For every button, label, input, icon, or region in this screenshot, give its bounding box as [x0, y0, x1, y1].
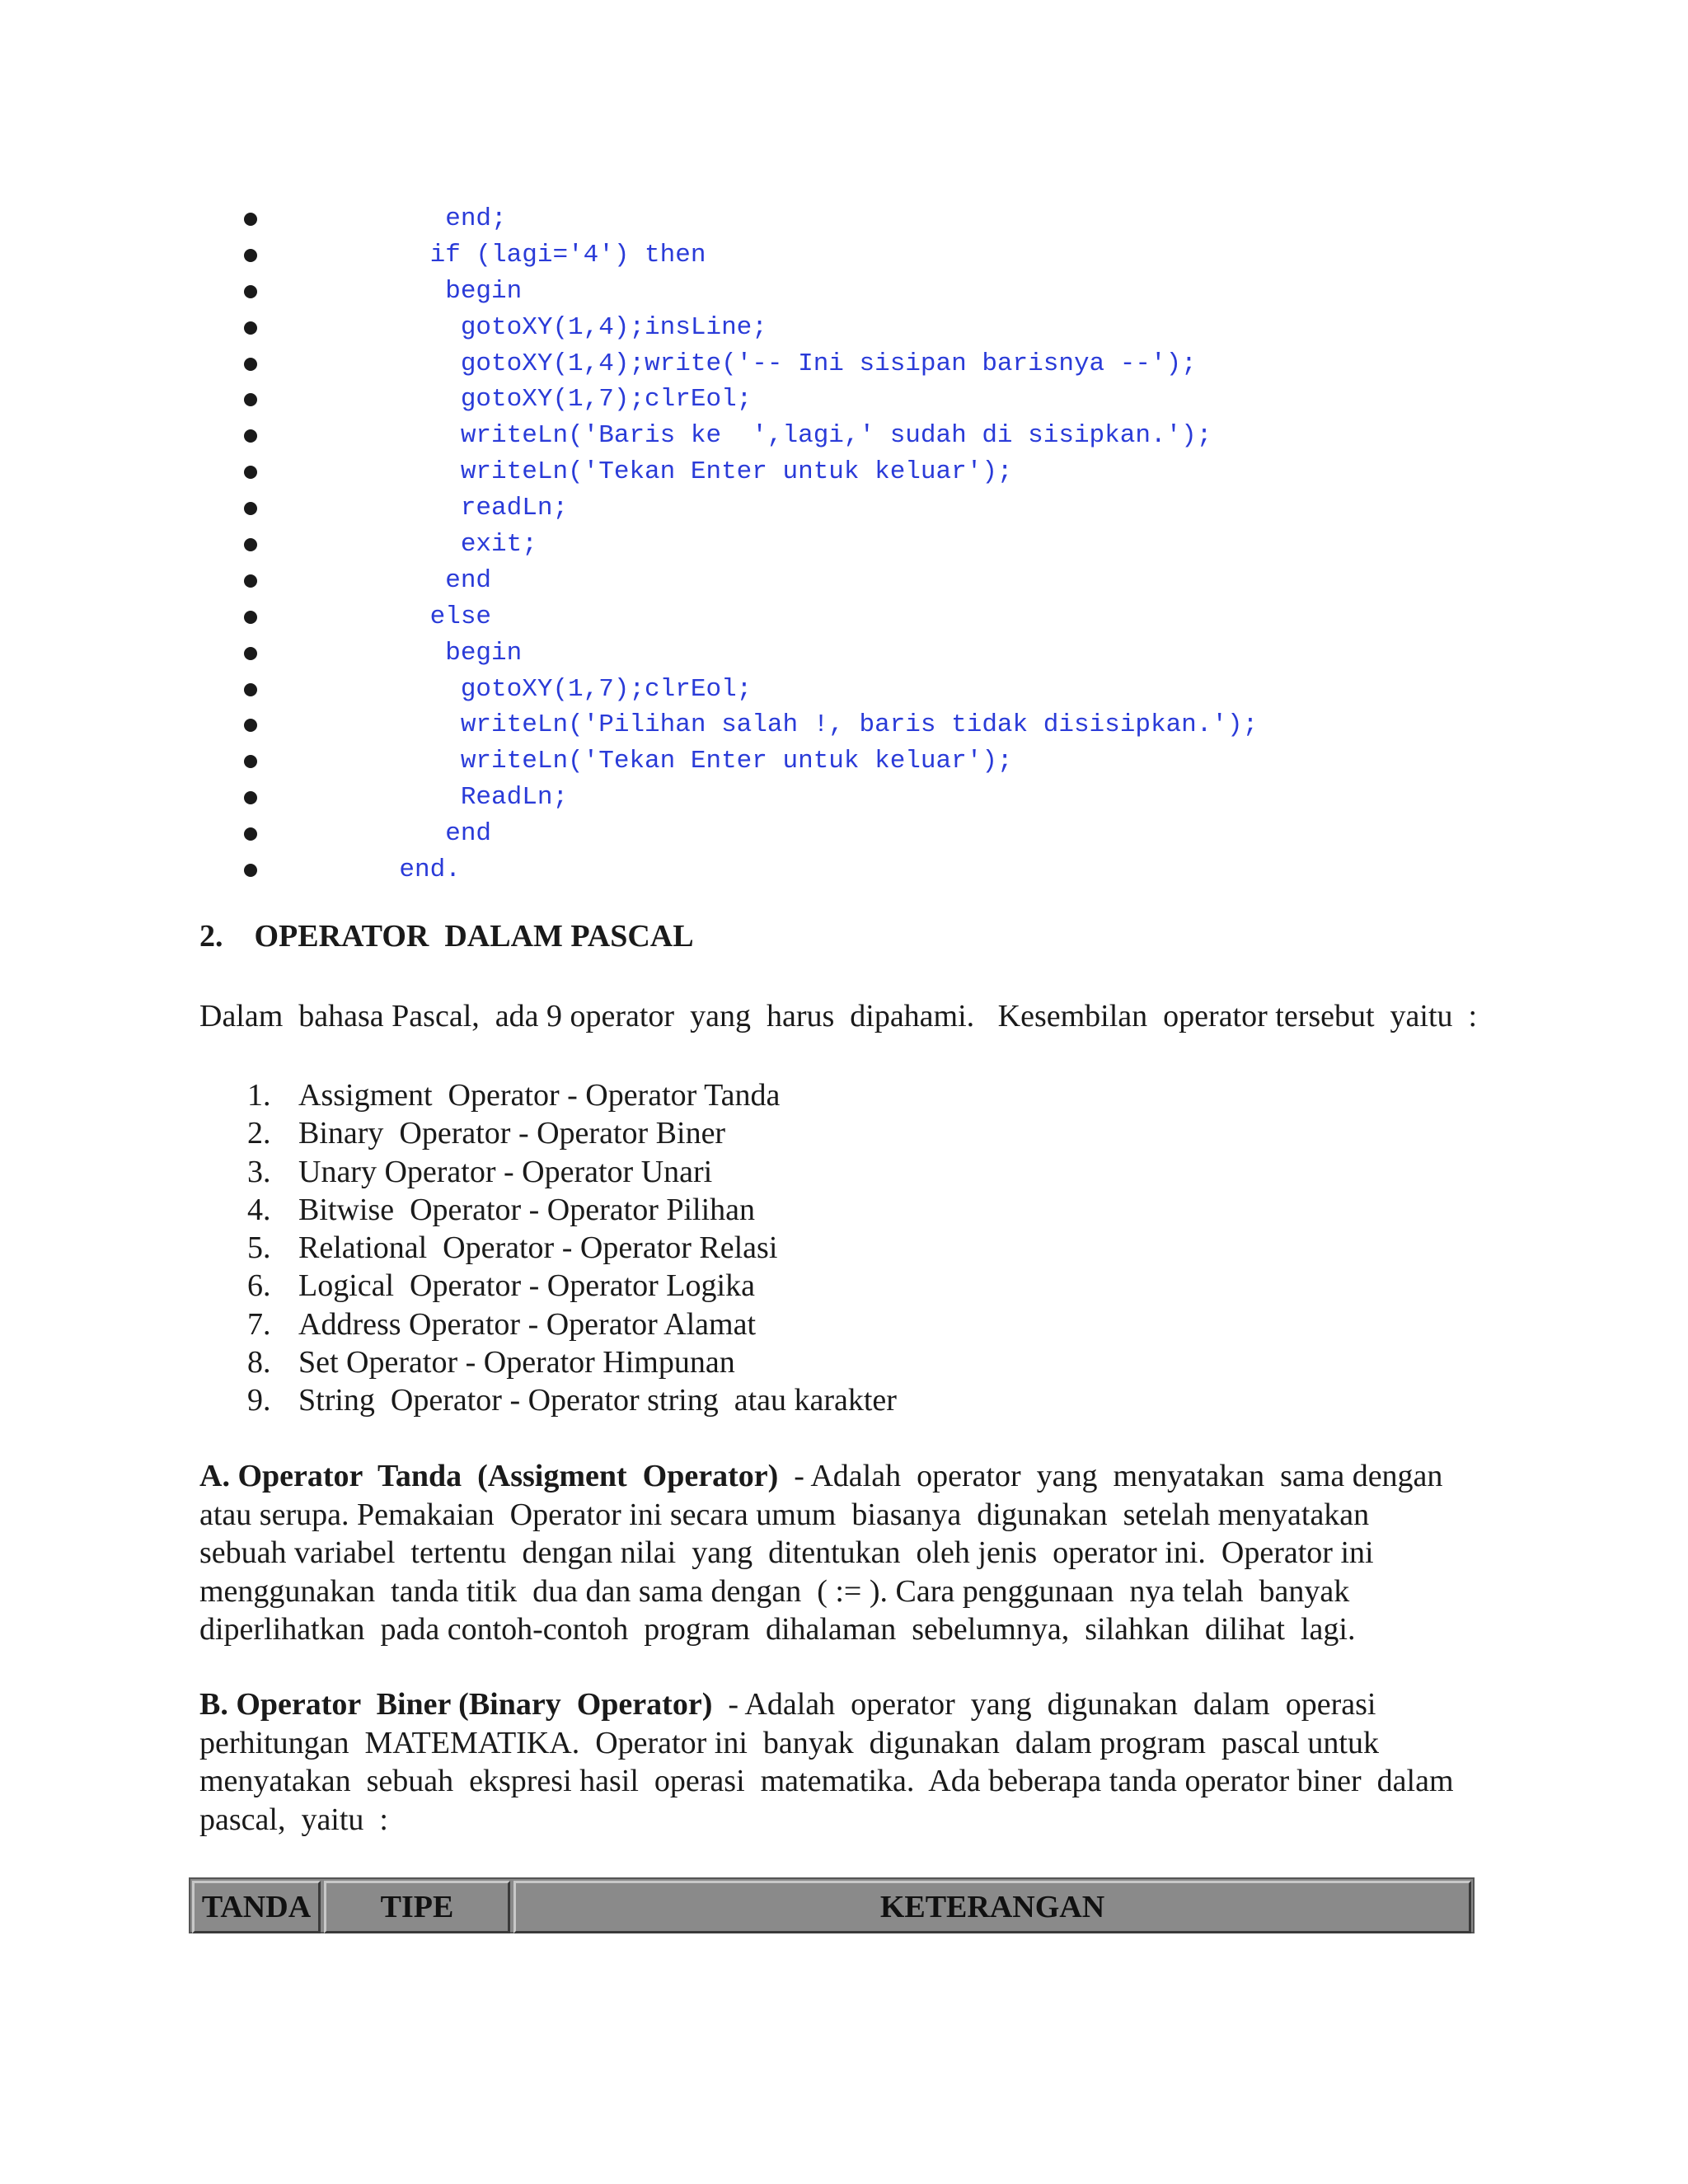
code-text: writeLn('Pilihan salah !, baris tidak disisipkan.');: [338, 710, 1259, 740]
list-number: 3.: [247, 1154, 271, 1189]
paragraph-bold-lead: A. Operator Tanda (Assigment Operator): [199, 1459, 779, 1493]
list-number: 7.: [247, 1306, 271, 1342]
list-number: 6.: [247, 1268, 271, 1304]
list-text: Bitwise Operator - Operator Pilihan: [298, 1192, 756, 1227]
code-text: writeLn('Tekan Enter untuk keluar');: [338, 747, 1013, 776]
code-text: end: [338, 819, 492, 849]
paragraph-bold-lead: B. Operator Biner (Binary Operator): [199, 1687, 713, 1722]
bullet-icon: [244, 213, 257, 226]
bullet-icon: [244, 647, 257, 660]
list-item: [247, 1153, 897, 1191]
paragraph-line: diperlihatkan pada contoh-contoh program dihalaman sebelumnya, silahkan dilihat lagi.: [199, 1612, 1356, 1647]
code-text: gotoXY(1,7);clrEol;: [338, 674, 753, 704]
paragraph-text: - Adalah operator yang menyatakan sama dengan: [778, 1459, 1443, 1493]
bullet-icon: [244, 791, 257, 804]
code-text: writeLn('Tekan Enter untuk keluar');: [338, 457, 1013, 487]
code-text: begin: [338, 638, 523, 668]
table-header-tanda: TANDA: [192, 1881, 321, 1933]
list-text: Set Operator - Operator Himpunan: [298, 1345, 735, 1380]
list-text: Address Operator - Operator Alamat: [298, 1306, 757, 1342]
list-text: Logical Operator - Operator Logika: [298, 1268, 755, 1304]
bullet-icon: [244, 864, 257, 877]
bullet-icon: [244, 321, 257, 335]
list-item: [247, 1381, 897, 1419]
code-text: if (lagi='4') then: [338, 240, 706, 269]
code-text: gotoXY(1,4);write('-- Ini sisipan barisnya --');: [338, 349, 1197, 378]
bullet-icon: [244, 466, 257, 479]
paragraph-line: atau serupa. Pemakaian Operator ini secara umum biasanya digunakan setelah menyatakan: [199, 1497, 1370, 1532]
bullet-icon: [244, 285, 257, 298]
list-item: [247, 1229, 897, 1267]
paragraph-line: [199, 1457, 1442, 1496]
list-text: Binary Operator - Operator Biner: [298, 1116, 726, 1151]
code-text: end;: [338, 204, 507, 233]
list-number: 5.: [247, 1230, 271, 1266]
list-number: 1.: [247, 1078, 271, 1113]
bullet-icon: [244, 249, 257, 262]
section-number: 2.: [199, 919, 223, 954]
paragraph-line: menggunakan tanda titik dua dan sama dengan ( := ). Cara penggunaan nya telah banyak: [199, 1573, 1350, 1609]
code-text: exit;: [338, 530, 537, 560]
list-number: 4.: [247, 1192, 271, 1227]
list-item: [247, 1191, 897, 1229]
list-item: [247, 1343, 897, 1381]
code-text: end.: [338, 855, 461, 885]
intro-paragraph: Dalam bahasa Pascal, ada 9 operator yang harus dipahami. Kesembilan operator tersebut yaitu :: [199, 999, 1478, 1033]
list-number: 2.: [247, 1116, 271, 1151]
bullet-icon: [244, 755, 257, 768]
list-number: 8.: [247, 1345, 271, 1380]
code-text: readLn;: [338, 494, 569, 523]
bullet-icon: [244, 393, 257, 406]
paragraph-text: - Adalah operator yang digunakan dalam operasi: [712, 1687, 1376, 1722]
paragraph-line: perhitungan MATEMATIKA. Operator ini banyak digunakan dalam program pascal untuk: [199, 1725, 1379, 1760]
paragraph-line: pascal, yaitu :: [199, 1802, 388, 1837]
code-text: ReadLn;: [338, 783, 569, 813]
bullet-icon: [244, 538, 257, 551]
list-text: String Operator - Operator string atau karakter: [298, 1383, 897, 1418]
code-text: gotoXY(1,7);clrEol;: [338, 385, 753, 415]
table-header-keterangan: KETERANGAN: [513, 1881, 1471, 1933]
table-header-tipe: TIPE: [324, 1881, 510, 1933]
bullet-icon: [244, 574, 257, 588]
list-item: [247, 1076, 897, 1114]
code-text: else: [338, 602, 492, 631]
bullet-icon: [244, 429, 257, 443]
bullet-icon: [244, 358, 257, 371]
bullet-icon: [244, 683, 257, 696]
code-text: end: [338, 565, 492, 595]
code-text: begin: [338, 276, 523, 306]
section-title: OPERATOR DALAM PASCAL: [254, 919, 694, 954]
list-item: [247, 1267, 897, 1305]
list-text: Relational Operator - Operator Relasi: [298, 1230, 778, 1266]
list-item: [247, 1305, 897, 1343]
list-number: 9.: [247, 1383, 271, 1418]
paragraph-operator-biner: [199, 1685, 1454, 1839]
bullet-icon: [244, 611, 257, 624]
code-text: gotoXY(1,4);insLine;: [338, 312, 767, 342]
list-item: [247, 1114, 897, 1152]
paragraph-line: [199, 1685, 1454, 1724]
operator-table-header: [189, 1877, 1475, 1933]
list-text: Unary Operator - Operator Unari: [298, 1154, 713, 1189]
list-text: Assigment Operator - Operator Tanda: [298, 1078, 781, 1113]
bullet-icon: [244, 827, 257, 841]
bullet-icon: [244, 502, 257, 515]
paragraph-line: menyatakan sebuah ekspresi hasil operasi matematika. Ada beberapa tanda operator biner dalam: [199, 1764, 1454, 1798]
operator-list: [247, 1076, 897, 1420]
paragraph-line: sebuah variabel tertentu dengan nilai yang ditentukan oleh jenis operator ini. Operator ini: [199, 1535, 1374, 1570]
paragraph-operator-tanda: [199, 1457, 1442, 1649]
bullet-icon: [244, 719, 257, 732]
code-text: writeLn('Baris ke ',lagi,' sudah di sisipkan.');: [338, 421, 1212, 451]
section-heading: [199, 918, 694, 954]
